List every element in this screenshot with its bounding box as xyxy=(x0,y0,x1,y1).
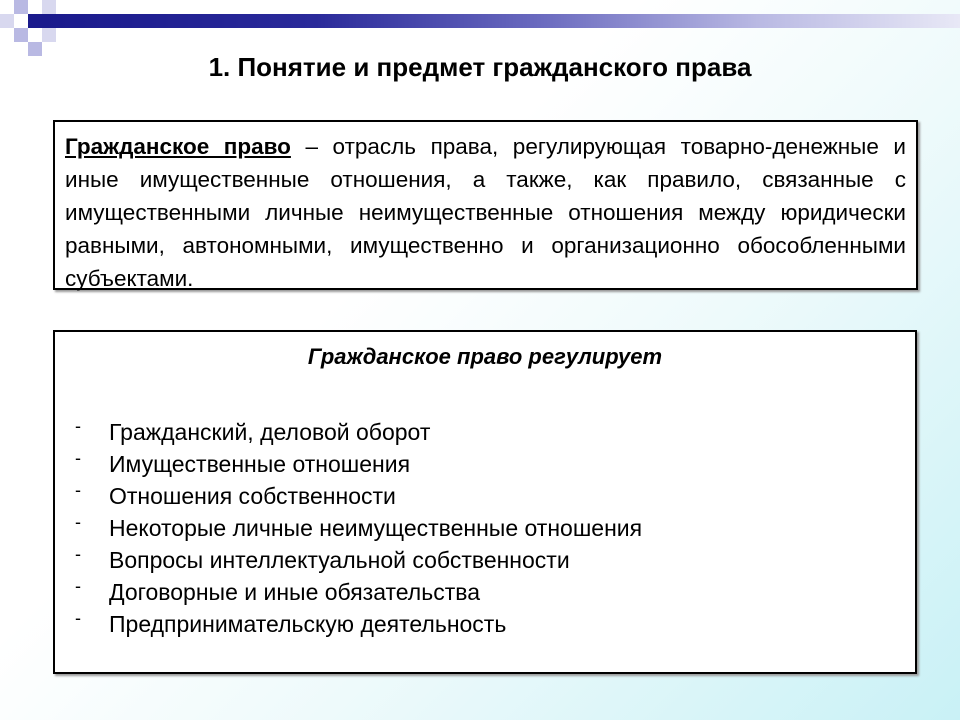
list-item: - Гражданский, деловой оборот xyxy=(75,416,642,448)
dash-bullet-icon: - xyxy=(75,480,81,500)
dash-bullet-icon: - xyxy=(75,512,81,532)
dash-bullet-icon: - xyxy=(75,416,81,436)
list-item: - Отношения собственности xyxy=(75,480,642,512)
decor-square xyxy=(42,0,56,14)
list-item: - Некоторые личные неимущественные отношения xyxy=(75,512,642,544)
slide-title: 1. Понятие и предмет гражданского права xyxy=(208,52,752,82)
definition-body: – отрасль права, регулирующая товарно-денежные и иные имущественные отношения, а также, как правило, связанные с имущественными личные неимущественные отношения между юридически равными, автономными, имущественно и организационно обособленными субъектами. xyxy=(65,134,906,291)
definition-text xyxy=(65,130,906,295)
decor-square xyxy=(14,28,28,42)
definition-box xyxy=(53,120,918,290)
regulates-list xyxy=(75,416,642,640)
dash-bullet-icon: - xyxy=(75,576,81,596)
decor-square xyxy=(28,14,42,28)
dash-bullet-icon: - xyxy=(75,608,81,628)
list-item: - Договорные и иные обязательства xyxy=(75,576,642,608)
list-item: - Вопросы интеллектуальной собственности xyxy=(75,544,642,576)
dash-bullet-icon: - xyxy=(75,544,81,564)
list-item: - Имущественные отношения xyxy=(75,448,642,480)
regulates-heading: Гражданское право регулирует xyxy=(307,344,663,369)
decor-square xyxy=(14,0,28,14)
decor-square xyxy=(0,14,14,28)
definition-term: Гражданское право xyxy=(65,134,291,159)
list-item: - Предпринимательскую деятельность xyxy=(75,608,642,640)
header-band xyxy=(40,14,960,28)
dash-bullet-icon: - xyxy=(75,448,81,468)
decor-square xyxy=(42,28,56,42)
regulates-box xyxy=(53,330,917,674)
